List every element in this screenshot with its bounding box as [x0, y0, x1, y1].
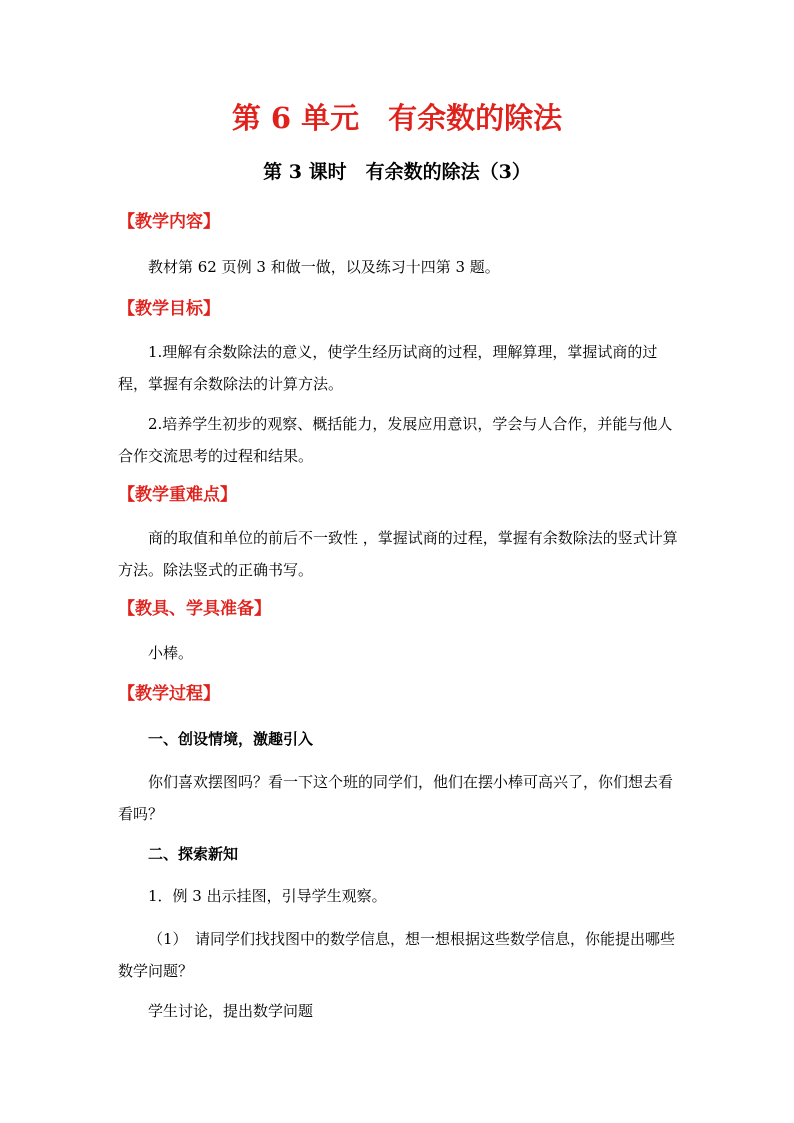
paragraph-teaching-content: 教材第 62 页例 3 和做一做，以及练习十四第 3 题。 — [148, 258, 500, 276]
heading-teaching-content: 【教学内容】 — [118, 212, 220, 232]
paragraph-step1: 你们喜欢摆图吗？看一下这个班的同学们，他们在摆小棒可高兴了，你们想去看看吗？ — [118, 773, 674, 823]
unit-title: 第 6 单元 有余数的除法 — [231, 101, 563, 135]
heading-tools: 【教具、学具准备】 — [118, 599, 271, 619]
paragraph-goal-2: 2.培养学生初步的观察、概括能力，发展应用意识，学会与人合作，并能与他人合作交流思考的过程和结果。 — [118, 415, 673, 465]
paragraph-step2-item2: （1） 请同学们找找图中的数学信息，想一想根据这些数学信息，你能提出哪些数学问题？ — [118, 930, 676, 980]
paragraph-goal-1: 1.理解有余数除法的意义，使学生经历试商的过程，理解算理，掌握试商的过程，掌握有余数除法的计算方法。 — [118, 343, 658, 393]
heading-teaching-goals: 【教学目标】 — [118, 299, 220, 319]
paragraph-step2-item1: 1．例 3 出示挂图，引导学生观察。 — [148, 887, 387, 905]
step1-title: 一、创设情境，激趣引入 — [148, 730, 314, 748]
paragraph-step2-item3: 学生讨论，提出数学问题 — [148, 1002, 314, 1020]
lesson-title: 第 3 课时 有余数的除法（3） — [263, 161, 531, 183]
paragraph-key-points: 商的取值和单位的前后不一致性 ，掌握试商的过程，掌握有余数除法的竖式计算方法。除法竖式的正确书写。 — [118, 529, 678, 579]
paragraph-tools: 小棒。 — [148, 644, 194, 662]
heading-key-points: 【教学重难点】 — [118, 485, 237, 505]
heading-teaching-process: 【教学过程】 — [118, 684, 220, 704]
step2-title: 二、探索新知 — [148, 845, 239, 863]
